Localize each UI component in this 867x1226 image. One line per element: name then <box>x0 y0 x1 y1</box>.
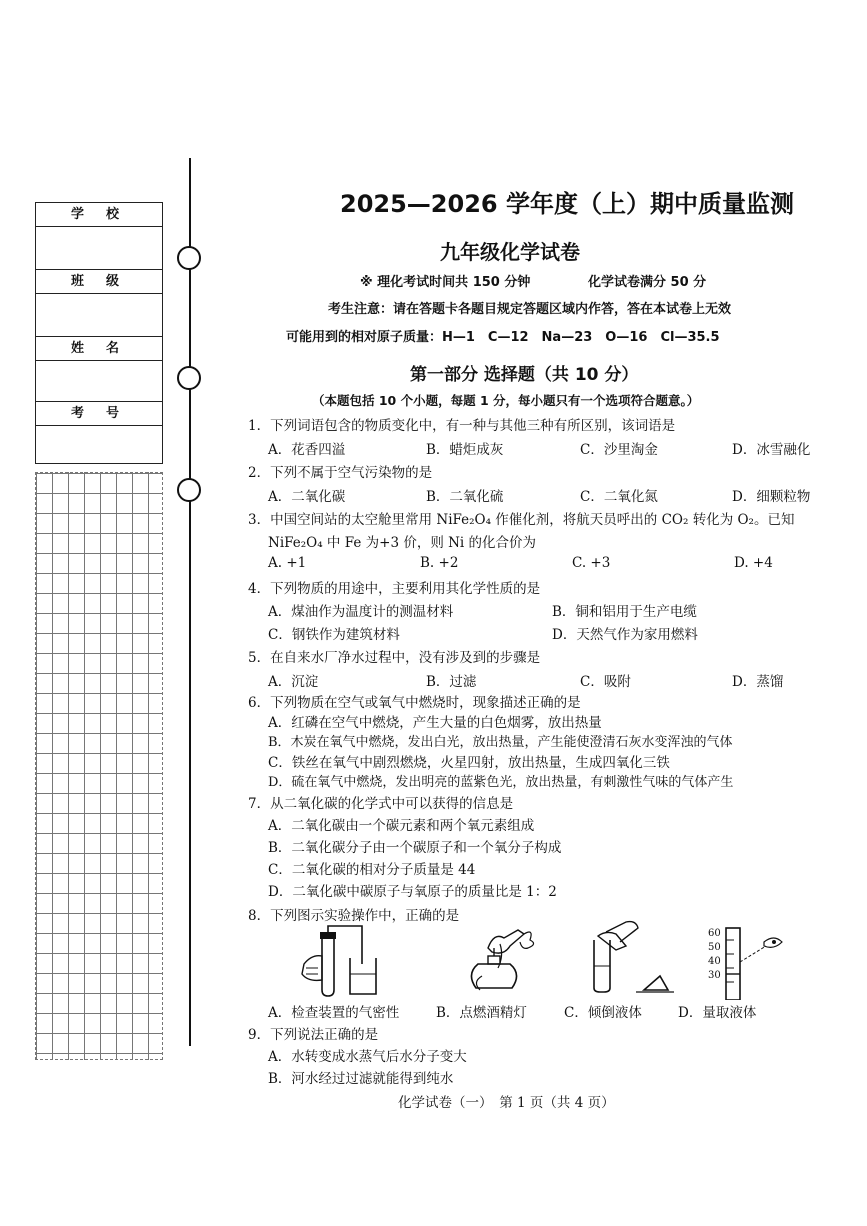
option[interactable]: D．二氧化碳中碳原子与氧原子的质量比是 1：2 <box>268 884 557 900</box>
option[interactable]: A．检查装置的气密性 <box>268 1005 400 1021</box>
time-note: ※ 理化考试时间共 150 分钟 <box>360 275 531 290</box>
cylinder-tick-label: 50 <box>708 942 721 953</box>
class-field[interactable] <box>36 294 162 337</box>
question-8: 8．下列图示实验操作中，正确的是 <box>248 908 460 924</box>
binding-hole <box>177 366 201 390</box>
option[interactable]: B．过滤 <box>426 674 477 690</box>
option[interactable]: B．二氧化硫 <box>426 489 504 505</box>
pour-liquid-diagram <box>586 920 676 994</box>
candidate-notice: 考生注意：请在答题卡各题目规定答题区域内作答，答在本试卷上无效 <box>328 302 732 317</box>
binding-hole <box>177 478 201 502</box>
option[interactable]: B．河水经过过滤就能得到纯水 <box>268 1071 454 1087</box>
option[interactable]: B．点燃酒精灯 <box>436 1005 527 1021</box>
option[interactable]: A．红磷在空气中燃烧，产生大量的白色烟雾，放出热量 <box>268 715 602 731</box>
option[interactable]: B．蜡炬成灰 <box>426 442 504 458</box>
question-2: 2．下列不属于空气污染物的是 <box>248 465 433 481</box>
section-title: 第一部分 选择题（共 10 分） <box>410 365 639 385</box>
exam-subtitle: 九年级化学试卷 <box>440 240 580 264</box>
option[interactable]: C．倾倒液体 <box>564 1005 642 1021</box>
option[interactable]: C．二氧化氮 <box>580 489 658 505</box>
question-5: 5．在自来水厂净水过程中，没有涉及到的步骤是 <box>248 650 541 666</box>
binding-hole <box>177 246 201 270</box>
option[interactable]: D．蒸馏 <box>732 674 784 690</box>
question-9: 9．下列说法正确的是 <box>248 1027 379 1043</box>
option[interactable]: A. +1 <box>268 555 307 571</box>
option[interactable]: C．吸附 <box>580 674 631 690</box>
question-3: 3．中国空间站的太空舱里常用 NiFe₂O₄ 作催化剂，将航天员呼出的 CO₂ 转化为 O₂。已知 <box>248 512 795 528</box>
question-3-line2: NiFe₂O₄ 中 Fe 为+3 价，则 Ni 的化合价为 <box>268 535 537 551</box>
option[interactable]: D．量取液体 <box>678 1005 757 1021</box>
option[interactable]: B. +2 <box>420 555 459 571</box>
cylinder-tick-label: 40 <box>708 956 721 967</box>
score-note: 化学试卷满分 50 分 <box>588 275 707 290</box>
student-info-box <box>35 202 163 464</box>
exam-title: 2025—2026 学年度（上）期中质量监测 <box>340 190 794 218</box>
exam-number-field[interactable] <box>36 426 162 463</box>
question-4: 4．下列物质的用途中，主要利用其化学性质的是 <box>248 581 541 597</box>
question-6: 6．下列物质在空气或氧气中燃烧时，现象描述正确的是 <box>248 695 581 711</box>
page-footer: 化学试卷（一） 第 1 页（共 4 页） <box>398 1095 615 1111</box>
option[interactable]: A．水转变成水蒸气后水分子变大 <box>268 1049 467 1065</box>
alcohol-lamp-diagram <box>458 926 550 996</box>
name-field[interactable] <box>36 361 162 402</box>
option[interactable]: B．木炭在氧气中燃烧，发出白光，放出热量，产生能使澄清石灰水变浑浊的气体 <box>268 735 733 750</box>
section-instruction: （本题包括 10 个小题，每题 1 分，每小题只有一个选项符合题意。） <box>312 393 700 408</box>
binding-line <box>189 158 191 1046</box>
option[interactable]: C．二氧化碳的相对分子质量是 44 <box>268 862 476 878</box>
option[interactable]: C．沙里淘金 <box>580 442 658 458</box>
option[interactable]: A．二氧化碳 <box>268 489 346 505</box>
class-label: 班级 <box>36 270 162 294</box>
question-7: 7．从二氧化碳的化学式中可以获得的信息是 <box>248 796 514 812</box>
question-1: 1．下列词语包含的物质变化中，有一种与其他三种有所区别，该词语是 <box>248 418 676 434</box>
school-field[interactable] <box>36 227 162 270</box>
option[interactable]: C．钢铁作为建筑材料 <box>268 627 400 643</box>
option[interactable]: A．二氧化碳由一个碳元素和两个氧元素组成 <box>268 818 535 834</box>
airtightness-check-diagram <box>292 924 388 998</box>
exam-number-label: 考号 <box>36 402 162 426</box>
option[interactable]: A．花香四溢 <box>268 442 346 458</box>
name-label: 姓名 <box>36 337 162 361</box>
cylinder-tick-label: 30 <box>708 970 721 981</box>
option[interactable]: D．冰雪融化 <box>732 442 811 458</box>
option[interactable]: A．煤油作为温度计的测温材料 <box>268 604 454 620</box>
option[interactable]: D．天然气作为家用燃料 <box>552 627 698 643</box>
option[interactable]: D. +4 <box>734 555 773 571</box>
seal-grid <box>35 472 163 1060</box>
atomic-mass-line: 可能用到的相对原子质量：H—1 C—12 Na—23 O—16 Cl—35.5 <box>286 330 720 345</box>
option[interactable]: A．沉淀 <box>268 674 319 690</box>
option[interactable]: C. +3 <box>572 555 611 571</box>
option[interactable]: C．铁丝在氧气中剧烈燃烧，火星四射，放出热量，生成四氧化三铁 <box>268 755 670 771</box>
cylinder-tick-label: 60 <box>708 928 721 939</box>
school-label: 学校 <box>36 203 162 227</box>
option[interactable]: B．铜和铝用于生产电缆 <box>552 604 697 620</box>
option[interactable]: B．二氧化碳分子由一个碳原子和一个氧分子构成 <box>268 840 562 856</box>
option[interactable]: D．硫在氧气中燃烧，发出明亮的蓝紫色光，放出热量，有刺激性气味的气体产生 <box>268 775 734 790</box>
option[interactable]: D．细颗粒物 <box>732 489 811 505</box>
